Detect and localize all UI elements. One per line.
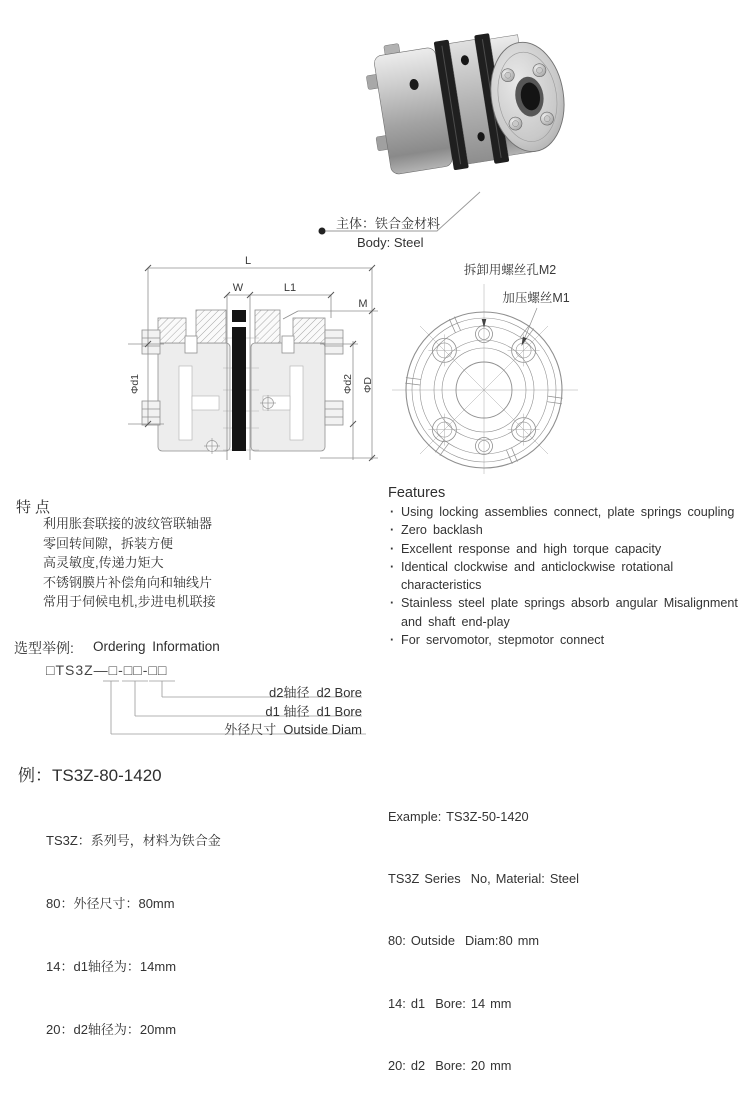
features-en-item: · For servomotor, stepmotor connect — [388, 631, 740, 649]
features-en-item: · Using locking assemblies connect, plate springs coupling — [388, 503, 740, 521]
dim-label-d2: Φd2 — [342, 373, 354, 395]
example-en-line: 20: d2 Bore: 20 mm — [388, 1058, 512, 1074]
features-en-list — [388, 503, 740, 649]
features-cn-item: 常用于伺候电机,步进电机联接 — [43, 594, 216, 610]
legend-od-en: Outside Diam — [283, 722, 362, 737]
dim-label-w: W — [232, 282, 244, 294]
example-cn-line: TS3Z：系列号，材料为铁合金 — [46, 833, 221, 848]
dim-label-l: L — [244, 255, 252, 267]
dim-label-d1: Φd1 — [129, 373, 141, 395]
ordering-title-en: Ordering Information — [93, 639, 220, 654]
features-cn-item: 不锈钢膜片补偿角向和轴线片 — [43, 574, 213, 590]
ordering-code: □TS3Z—□-□□-□□ — [46, 662, 168, 678]
legend-od-cn: 外径尺寸 — [224, 722, 277, 737]
photo-label-cn: 主体：铁合金材料 — [336, 216, 441, 231]
dim-label-l1: L1 — [283, 282, 297, 294]
front-label-m1: 加压螺丝M1 — [502, 291, 570, 305]
legend-d2-cn: d2轴径 — [268, 685, 310, 700]
features-cn-list — [43, 514, 216, 612]
dim-label-dd: ΦD — [362, 377, 374, 393]
ordering-legend-d2 — [150, 682, 362, 701]
example-en-line: TS3Z Series No, Material: Steel — [388, 870, 579, 886]
m2-arrow — [482, 319, 487, 328]
front-label-m2: 拆卸用螺丝孔M2 — [463, 263, 557, 277]
example-cn-title: 例：TS3Z-80-1420 — [18, 766, 162, 785]
features-en-item: · Zero backlash — [388, 521, 740, 539]
features-cn-item: 高灵敏度,传递力矩大 — [43, 555, 164, 571]
ordering-legend-d1 — [150, 701, 362, 720]
features-cn-title: 特点 — [16, 499, 55, 516]
legend-d1-en: d1 Bore — [316, 704, 362, 719]
example-cn-line: 80：外径尺寸：80mm — [46, 896, 175, 911]
ordering-title-cn: 选型举例: — [14, 640, 74, 656]
example-cn-line: 20：d2轴径为：20mm — [46, 1022, 177, 1037]
example-en-line: Example: TS3Z-50-1420 — [388, 808, 529, 824]
features-cn-item: 利用胀套联接的波纹管联轴器 — [43, 516, 213, 531]
example-en-line: 80: Outside Diam:80 mm — [388, 933, 540, 949]
ordering-legend-od — [150, 719, 362, 738]
example-cn-line: 14：d1轴径为：14mm — [46, 959, 177, 974]
features-en-item: · Stainless steel plate springs absorb angular Misalignment and shaft end-play — [388, 594, 740, 631]
front-view-drawing — [386, 258, 591, 476]
coupling-body — [362, 19, 573, 181]
example-en-line: 14: d1 Bore: 14 mm — [388, 995, 512, 1011]
features-en-item: · Identical clockwise and anticlockwise rotational characteristics — [388, 558, 740, 595]
leader-dot — [319, 228, 326, 235]
dim-label-m: M — [358, 298, 368, 310]
features-en-title: Features — [388, 485, 446, 501]
legend-d2-en: d2 Bore — [316, 685, 362, 700]
features-en-item: · Excellent response and high torque capacity — [388, 540, 740, 558]
features-cn-item: 零回转间隙，拆装方便 — [43, 535, 174, 551]
example-en-lines — [388, 765, 579, 1119]
side-view-drawing — [120, 253, 385, 468]
product-photo — [370, 10, 575, 205]
legend-d1-cn: d1 轴径 — [265, 704, 310, 719]
example-cn-lines — [46, 788, 221, 1082]
photo-label-en: Body: Steel — [357, 235, 424, 250]
